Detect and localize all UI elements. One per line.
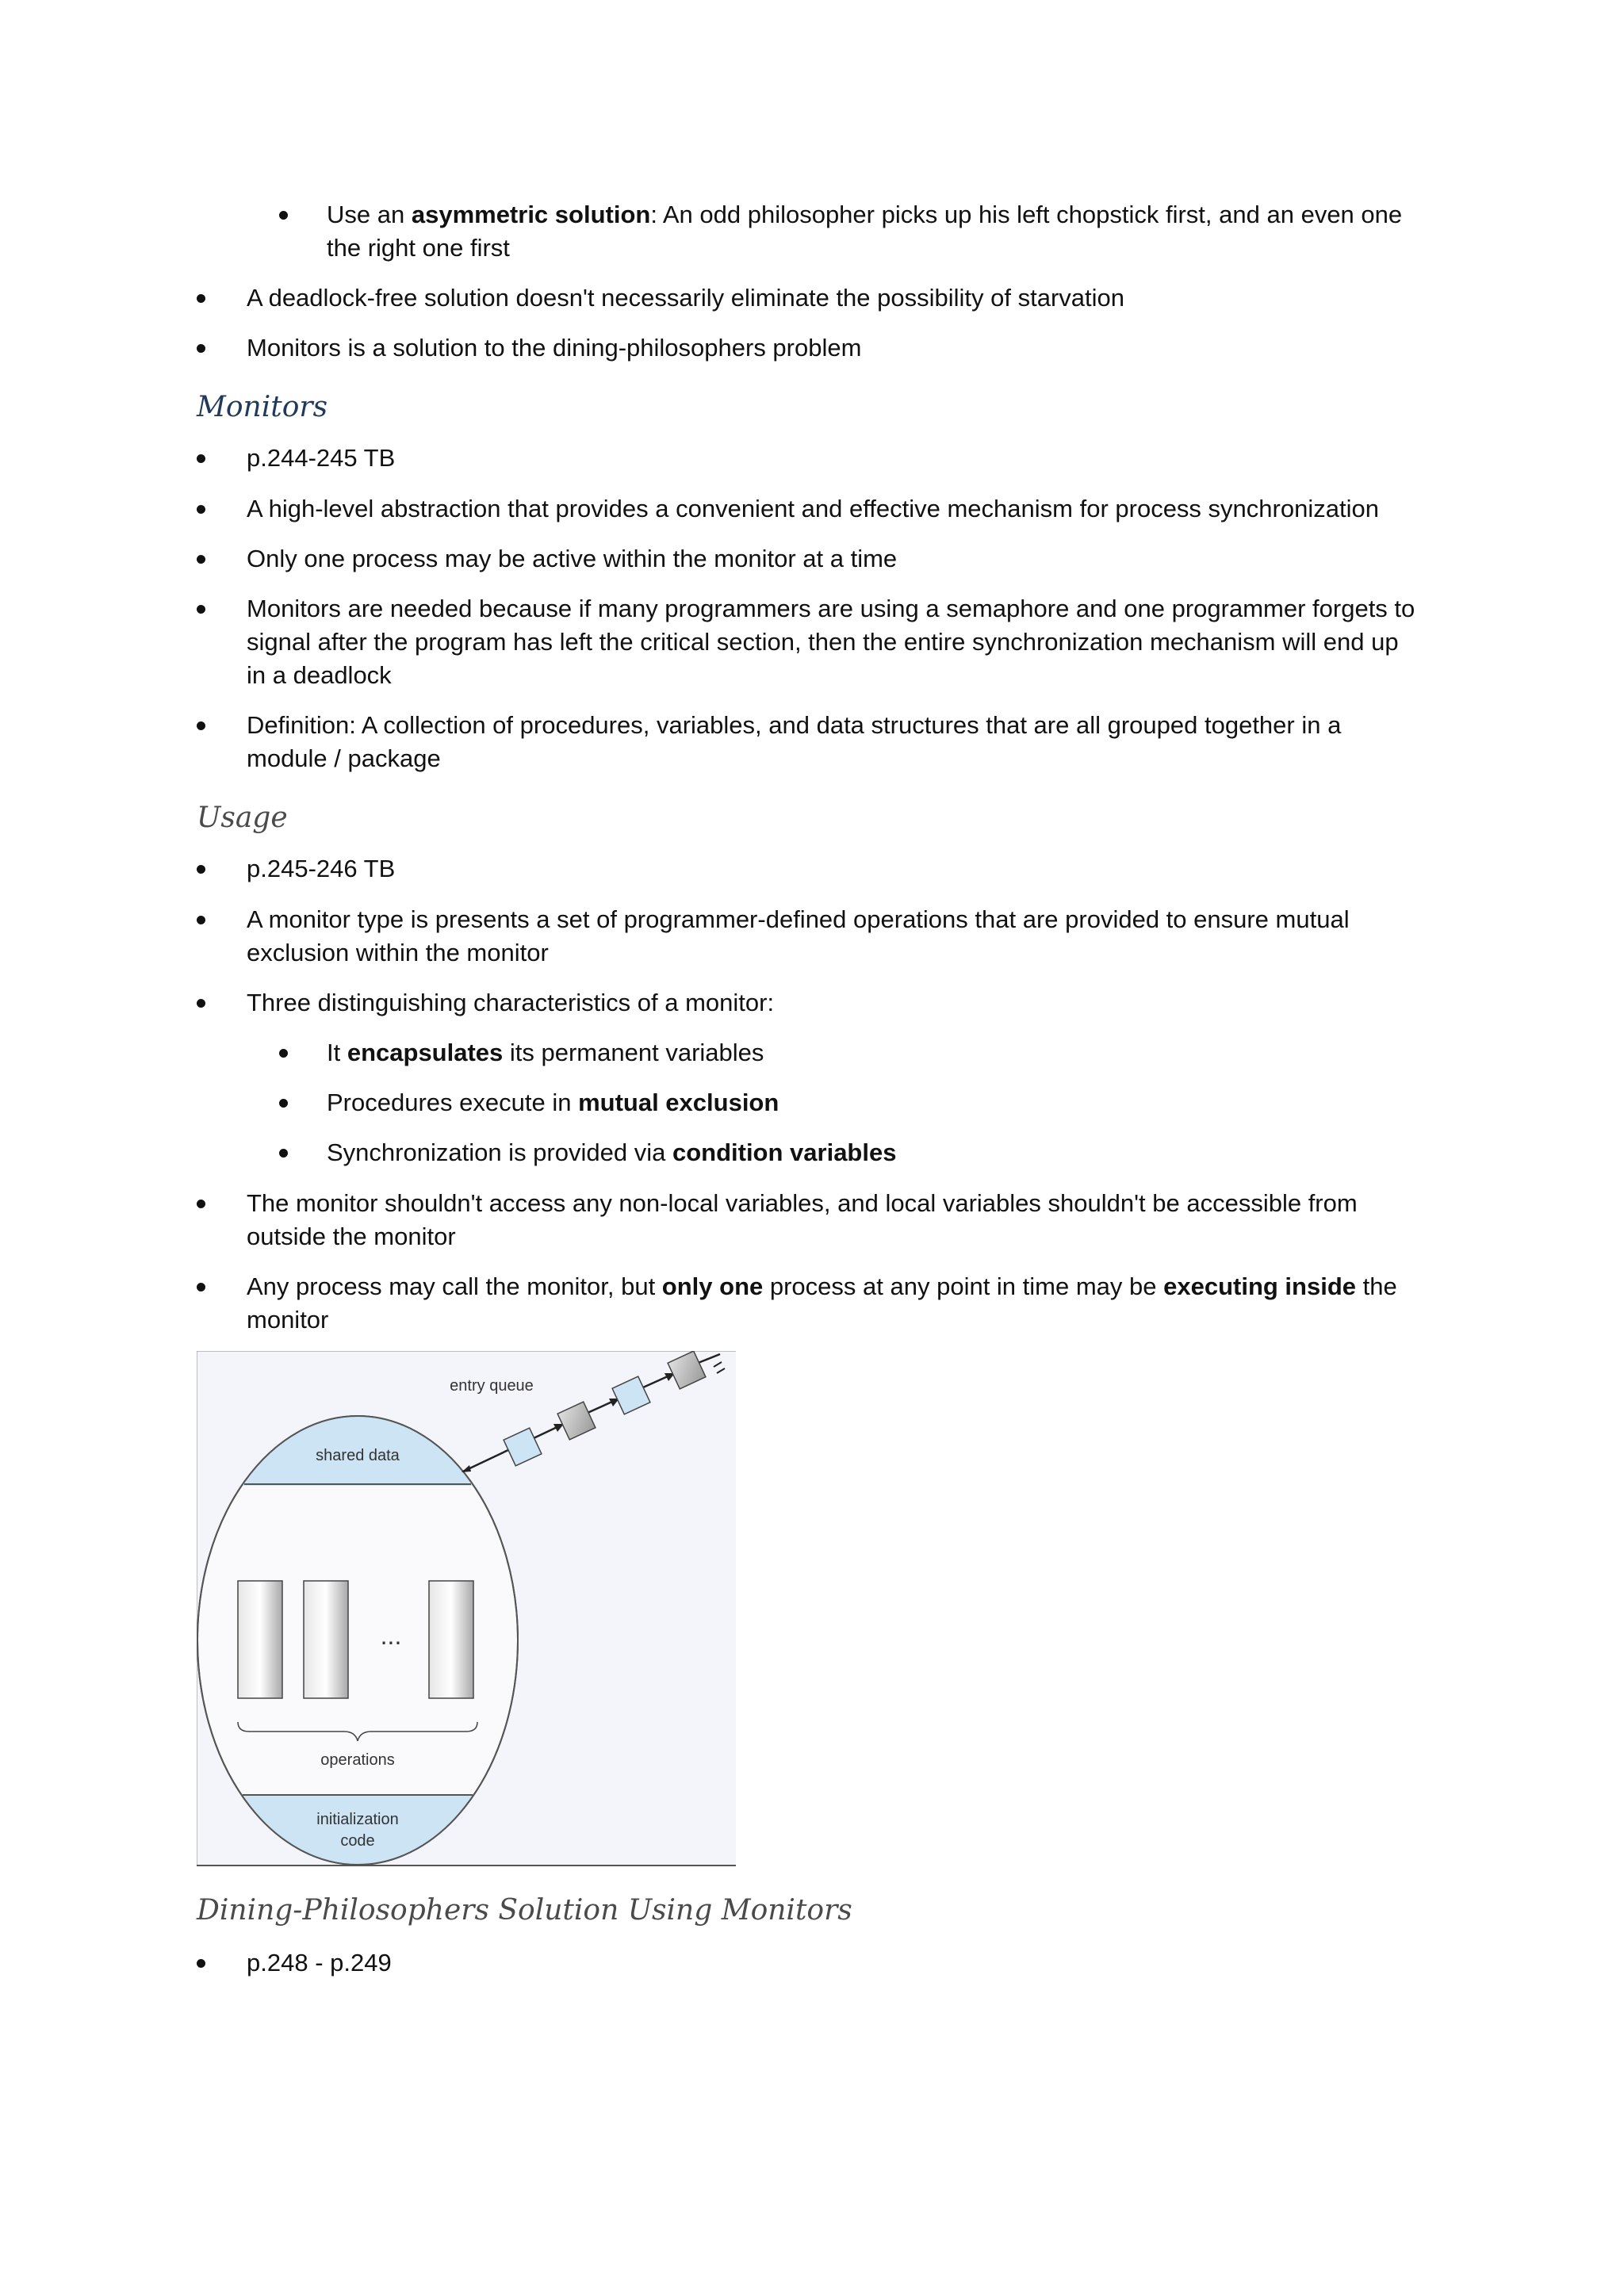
operation-box [304, 1581, 348, 1698]
bold-text: executing inside [1163, 1272, 1357, 1300]
bold-text: only one [661, 1272, 764, 1300]
shared-data-label: shared data [316, 1447, 400, 1464]
list-item: A monitor type is presents a set of programmer-defined operations that are provided to ensure mutual exclusion within the monitor [247, 903, 1420, 970]
code-label: code [340, 1832, 375, 1850]
bold-text: encapsulates [347, 1039, 504, 1066]
list-item: Definition: A collection of procedures, variables, and data structures that are all grouped together in a module / package [247, 709, 1420, 775]
section-heading-usage: Usage [197, 802, 288, 834]
list-item: Three distinguishing characteristics of a monitor: [247, 986, 1420, 1020]
ellipsis-label: ... [380, 1621, 402, 1650]
list-item: Procedures execute in mutual exclusion [327, 1086, 1421, 1119]
list-item: The monitor shouldn't access any non-local variables, and local variables shouldn't be accessible from outside the monitor [247, 1187, 1420, 1253]
list-item: Only one process may be active within the monitor at a time [247, 542, 1420, 576]
bullet [279, 1099, 288, 1108]
list-item: A high-level abstraction that provides a convenient and effective mechanism for process synchronization [247, 492, 1420, 526]
operations-label: operations [320, 1751, 395, 1769]
bullet [197, 1200, 205, 1208]
bullet [197, 294, 205, 303]
bullet [197, 1283, 205, 1292]
bullet [197, 344, 205, 353]
list-item: p.248 - p.249 [247, 1946, 1420, 1980]
list-item: It encapsulates its permanent variables [327, 1036, 1421, 1070]
list-item: p.245-246 TB [247, 852, 1420, 886]
bullet [279, 1149, 288, 1158]
bold-text: mutual exclusion [578, 1089, 779, 1116]
list-item: Any process may call the monitor, but only one process at any point in time may be executing inside the monitor [247, 1270, 1420, 1337]
list-item: Synchronization is provided via condition variables [327, 1136, 1421, 1169]
bullet [197, 865, 205, 874]
bullet [197, 454, 205, 463]
section-heading-monitors: Monitors [197, 391, 328, 423]
monitor-diagram [197, 1351, 736, 1870]
section-heading-dining: Dining-Philosophers Solution Using Monitors [197, 1894, 852, 1927]
bullet [197, 721, 205, 730]
bullet [197, 916, 205, 924]
monitor-diagram-svg [197, 1351, 736, 1866]
list-item: Use an asymmetric solution: An odd philosopher picks up his left chopstick first, and an even one the right one first [327, 198, 1421, 265]
bullet [197, 1959, 205, 1968]
operation-box [238, 1581, 282, 1698]
list-item: Monitors are needed because if many programmers are using a semaphore and one programmer forgets to signal after the program has left the critical section, then the entire synchronization mechanism will end up in a deadlock [247, 592, 1420, 692]
list-item: A deadlock-free solution doesn't necessarily eliminate the possibility of starvation [247, 281, 1420, 315]
bullet [197, 555, 205, 564]
entry-queue-label: entry queue [450, 1377, 534, 1395]
bold-text: condition variables [672, 1138, 897, 1166]
operation-box [429, 1581, 473, 1698]
bullet [197, 505, 205, 514]
bullet [197, 999, 205, 1008]
list-item: Monitors is a solution to the dining-philosophers problem [247, 331, 1420, 365]
bullet [197, 605, 205, 614]
bullet [279, 1049, 288, 1058]
bullet [279, 211, 288, 220]
bold-text: asymmetric solution [411, 201, 651, 228]
list-item: p.244-245 TB [247, 442, 1420, 475]
initialization-label: initialization [316, 1811, 399, 1828]
